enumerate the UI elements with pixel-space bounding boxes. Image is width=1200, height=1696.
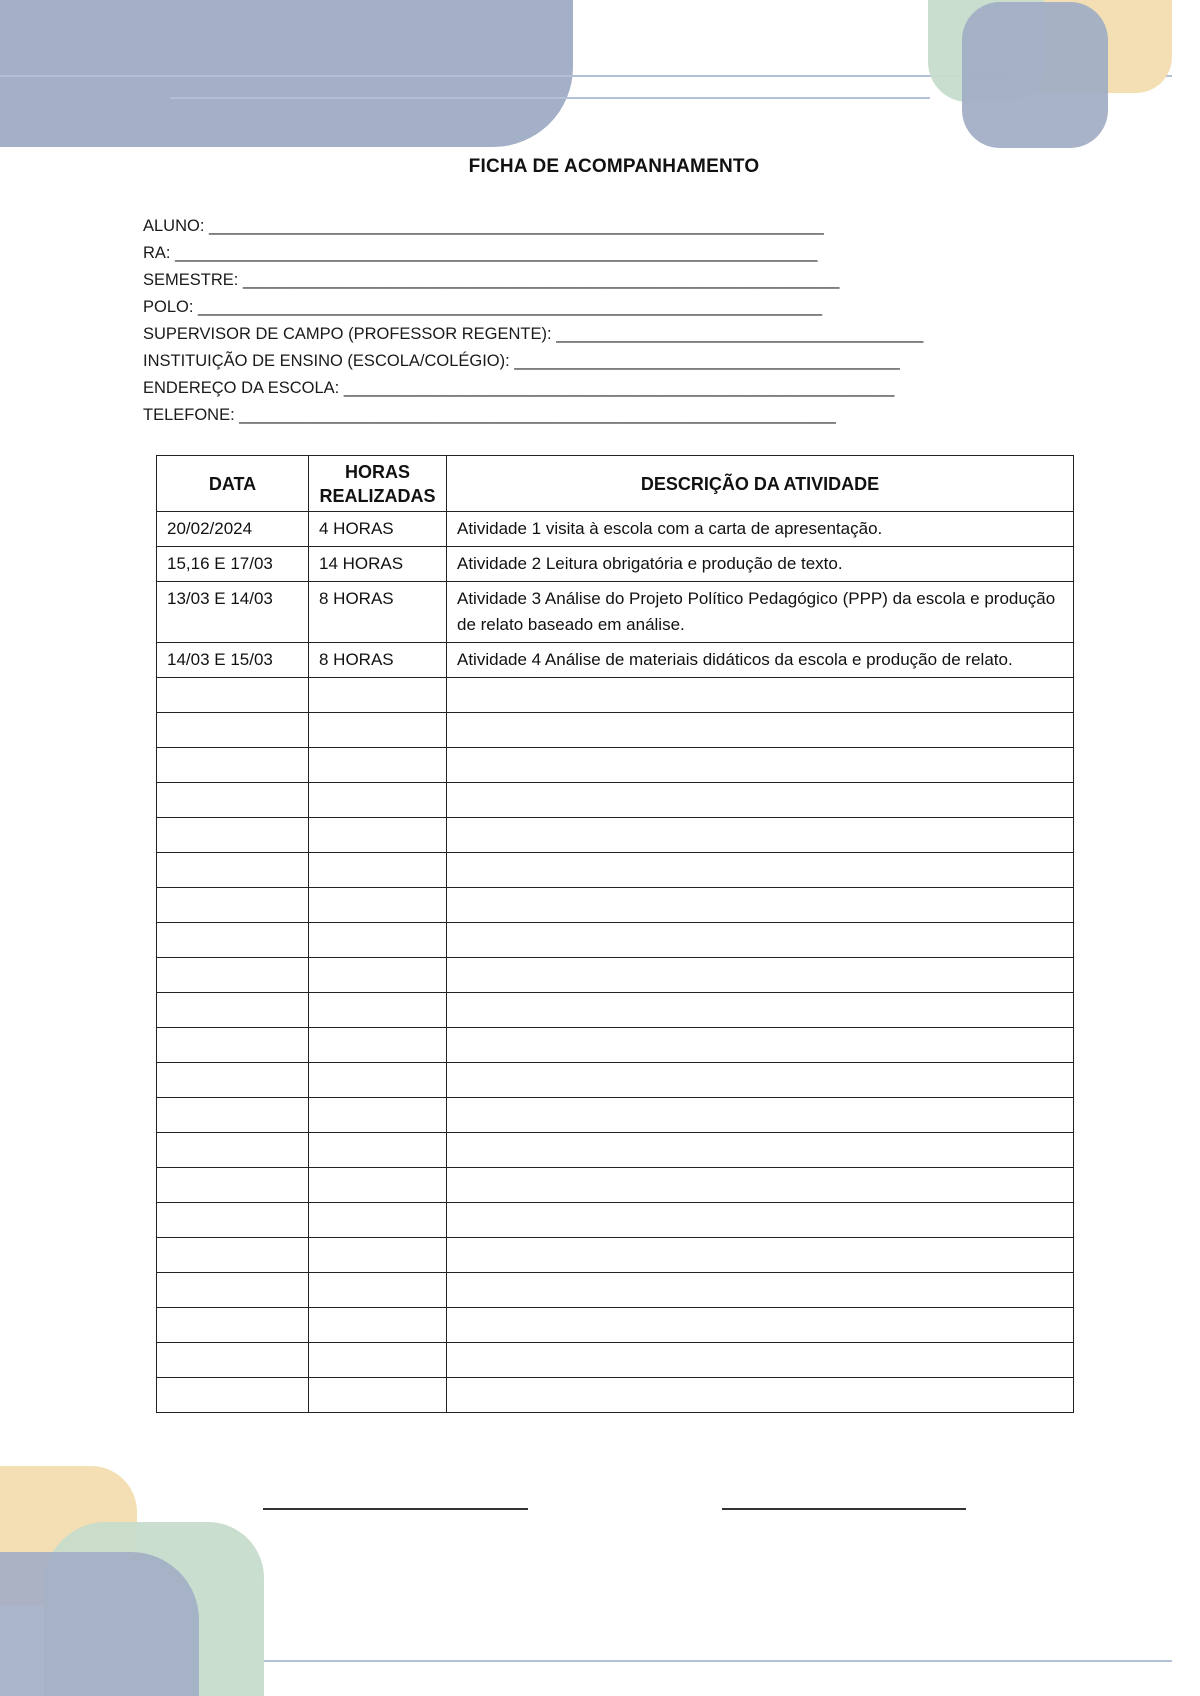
table-cell-empty[interactable] xyxy=(309,1378,447,1413)
table-cell-empty[interactable] xyxy=(157,993,309,1028)
table-cell-empty[interactable] xyxy=(157,1343,309,1378)
field-label: INSTITUIÇÃO DE ENSINO (ESCOLA/COLÉGIO): xyxy=(143,352,510,370)
cell-horas[interactable]: 4 HORAS xyxy=(309,512,447,547)
table-cell-empty[interactable] xyxy=(447,1028,1074,1063)
table-cell-empty[interactable] xyxy=(157,1273,309,1308)
table-cell-empty[interactable] xyxy=(447,1098,1074,1133)
cell-data[interactable]: 13/03 E 14/03 xyxy=(157,582,309,643)
field-ra[interactable] xyxy=(143,240,1083,267)
form-fields xyxy=(143,213,1083,429)
table-cell-empty[interactable] xyxy=(157,1168,309,1203)
field-semestre[interactable] xyxy=(143,267,1083,294)
field-blank-line: ____________________________________________________________________ xyxy=(198,298,823,316)
cell-horas[interactable]: 8 HORAS xyxy=(309,643,447,678)
table-cell-empty[interactable] xyxy=(157,783,309,818)
table-cell-empty[interactable] xyxy=(157,923,309,958)
field-blank-line: __________________________________________ xyxy=(514,352,900,370)
decor-line-top-inner xyxy=(170,97,930,99)
decor-shape-blue-top-right xyxy=(962,2,1108,148)
table-cell-empty[interactable] xyxy=(447,713,1074,748)
table-cell-empty[interactable] xyxy=(447,1133,1074,1168)
table-cell-empty[interactable] xyxy=(157,958,309,993)
table-cell-empty[interactable] xyxy=(157,1378,309,1413)
table-cell-empty[interactable] xyxy=(157,853,309,888)
field-label: RA: xyxy=(143,244,171,262)
table-cell-empty[interactable] xyxy=(157,888,309,923)
table-row-empty xyxy=(157,1238,1074,1273)
table-cell-empty[interactable] xyxy=(309,748,447,783)
table-cell-empty[interactable] xyxy=(157,1063,309,1098)
activity-table xyxy=(156,455,1074,1413)
column-header-descricao: DESCRIÇÃO DA ATIVIDADE xyxy=(447,456,1074,512)
cell-data[interactable]: 20/02/2024 xyxy=(157,512,309,547)
field-aluno[interactable] xyxy=(143,213,1083,240)
table-cell-empty[interactable] xyxy=(447,1238,1074,1273)
table-cell-empty[interactable] xyxy=(447,678,1074,713)
field-blank-line: ___________________________________________________________________ xyxy=(209,217,824,235)
table-row xyxy=(157,582,1074,643)
table-cell-empty[interactable] xyxy=(447,818,1074,853)
table-row xyxy=(157,512,1074,547)
table-cell-empty[interactable] xyxy=(157,1238,309,1273)
table-row-empty xyxy=(157,1273,1074,1308)
table-cell-empty[interactable] xyxy=(447,923,1074,958)
table-cell-empty[interactable] xyxy=(309,888,447,923)
table-cell-empty[interactable] xyxy=(309,678,447,713)
table-row-empty xyxy=(157,1378,1074,1413)
cell-descricao[interactable]: Atividade 1 visita à escola com a carta de apresentação. xyxy=(447,512,1074,547)
table-cell-empty[interactable] xyxy=(309,1238,447,1273)
document-title: FICHA DE ACOMPANHAMENTO xyxy=(468,156,760,177)
field-label: SUPERVISOR DE CAMPO (PROFESSOR REGENTE): xyxy=(143,325,552,343)
column-header-horas: HORAS REALIZADAS xyxy=(309,456,447,512)
table-cell-empty[interactable] xyxy=(309,783,447,818)
cell-descricao[interactable]: Atividade 4 Análise de materiais didáticos da escola e produção de relato. xyxy=(447,643,1074,678)
field-label: POLO: xyxy=(143,298,194,316)
table-row-empty xyxy=(157,993,1074,1028)
table-cell-empty[interactable] xyxy=(309,923,447,958)
field-blank-line: ______________________________________________________________________ xyxy=(175,244,818,262)
field-telefone[interactable] xyxy=(143,402,1083,429)
table-cell-empty[interactable] xyxy=(447,888,1074,923)
table-cell-empty[interactable] xyxy=(309,1133,447,1168)
field-blank-line: _________________________________________________________________ xyxy=(239,406,836,424)
decor-shape-blue-top xyxy=(0,0,573,147)
field-instituicao[interactable] xyxy=(143,348,1083,375)
table-row-empty xyxy=(157,783,1074,818)
table-cell-empty[interactable] xyxy=(309,1063,447,1098)
field-endereco[interactable] xyxy=(143,375,1083,402)
table-cell-empty[interactable] xyxy=(157,748,309,783)
table-cell-empty[interactable] xyxy=(447,993,1074,1028)
table-cell-empty[interactable] xyxy=(447,1168,1074,1203)
table-cell-empty[interactable] xyxy=(309,1203,447,1238)
cell-descricao[interactable]: Atividade 2 Leitura obrigatória e produção de texto. xyxy=(447,547,1074,582)
table-row-empty xyxy=(157,923,1074,958)
table-row-empty xyxy=(157,748,1074,783)
table-cell-empty[interactable] xyxy=(309,1028,447,1063)
cell-horas[interactable]: 14 HORAS xyxy=(309,547,447,582)
field-label: SEMESTRE: xyxy=(143,271,239,289)
table-row-empty xyxy=(157,1063,1074,1098)
table-cell-empty[interactable] xyxy=(447,1378,1074,1413)
table-cell-empty[interactable] xyxy=(157,1308,309,1343)
cell-horas[interactable]: 8 HORAS xyxy=(309,582,447,643)
table-row-empty xyxy=(157,1203,1074,1238)
signature-line-left[interactable] xyxy=(263,1508,528,1510)
field-label: ALUNO: xyxy=(143,217,205,235)
table-cell-empty[interactable] xyxy=(157,1098,309,1133)
table-cell-empty[interactable] xyxy=(309,1308,447,1343)
cell-data[interactable]: 14/03 E 15/03 xyxy=(157,643,309,678)
table-cell-empty[interactable] xyxy=(447,783,1074,818)
table-cell-empty[interactable] xyxy=(309,1343,447,1378)
table-row-empty xyxy=(157,1133,1074,1168)
table-row-empty xyxy=(157,1343,1074,1378)
table-row-empty xyxy=(157,958,1074,993)
field-supervisor[interactable] xyxy=(143,321,1083,348)
table-cell-empty[interactable] xyxy=(447,958,1074,993)
table-row xyxy=(157,643,1074,678)
field-polo[interactable] xyxy=(143,294,1083,321)
decor-shape-blue-bottom-left xyxy=(0,1552,199,1696)
table-row xyxy=(157,547,1074,582)
table-row-empty xyxy=(157,1098,1074,1133)
field-label: TELEFONE: xyxy=(143,406,235,424)
table-row-empty xyxy=(157,678,1074,713)
table-cell-empty[interactable] xyxy=(447,1343,1074,1378)
table-row-empty xyxy=(157,1168,1074,1203)
table-cell-empty[interactable] xyxy=(447,853,1074,888)
table-cell-empty[interactable] xyxy=(309,713,447,748)
decor-line-bottom xyxy=(264,1660,1172,1662)
table-cell-empty[interactable] xyxy=(447,1308,1074,1343)
table-row-empty xyxy=(157,1308,1074,1343)
table-cell-empty[interactable] xyxy=(309,1168,447,1203)
field-label: ENDEREÇO DA ESCOLA: xyxy=(143,379,340,397)
table-cell-empty[interactable] xyxy=(309,958,447,993)
table-row-empty xyxy=(157,853,1074,888)
table-cell-empty[interactable] xyxy=(157,1133,309,1168)
table-cell-empty[interactable] xyxy=(447,748,1074,783)
table-cell-empty[interactable] xyxy=(157,1028,309,1063)
table-cell-empty[interactable] xyxy=(157,678,309,713)
table-cell-empty[interactable] xyxy=(309,853,447,888)
field-blank-line: ________________________________________ xyxy=(556,325,924,343)
field-blank-line: ____________________________________________________________ xyxy=(343,379,895,397)
table-cell-empty[interactable] xyxy=(157,713,309,748)
table-header-row xyxy=(157,456,1074,512)
table-cell-empty[interactable] xyxy=(157,1203,309,1238)
table-cell-empty[interactable] xyxy=(447,1273,1074,1308)
cell-descricao[interactable]: Atividade 3 Análise do Projeto Político Pedagógico (PPP) da escola e produção de relato baseado em análise. xyxy=(447,582,1074,643)
signature-line-right[interactable] xyxy=(722,1508,966,1510)
table-cell-empty[interactable] xyxy=(309,818,447,853)
table-cell-empty[interactable] xyxy=(309,1273,447,1308)
field-blank-line: _________________________________________________________________ xyxy=(242,271,840,289)
column-header-data: DATA xyxy=(157,456,309,512)
table-cell-empty[interactable] xyxy=(447,1203,1074,1238)
cell-data[interactable]: 15,16 E 17/03 xyxy=(157,547,309,582)
table-cell-empty[interactable] xyxy=(157,818,309,853)
table-row-empty xyxy=(157,818,1074,853)
table-cell-empty[interactable] xyxy=(309,993,447,1028)
table-row-empty xyxy=(157,713,1074,748)
table-cell-empty[interactable] xyxy=(447,1063,1074,1098)
table-row-empty xyxy=(157,888,1074,923)
table-row-empty xyxy=(157,1028,1074,1063)
table-cell-empty[interactable] xyxy=(309,1098,447,1133)
